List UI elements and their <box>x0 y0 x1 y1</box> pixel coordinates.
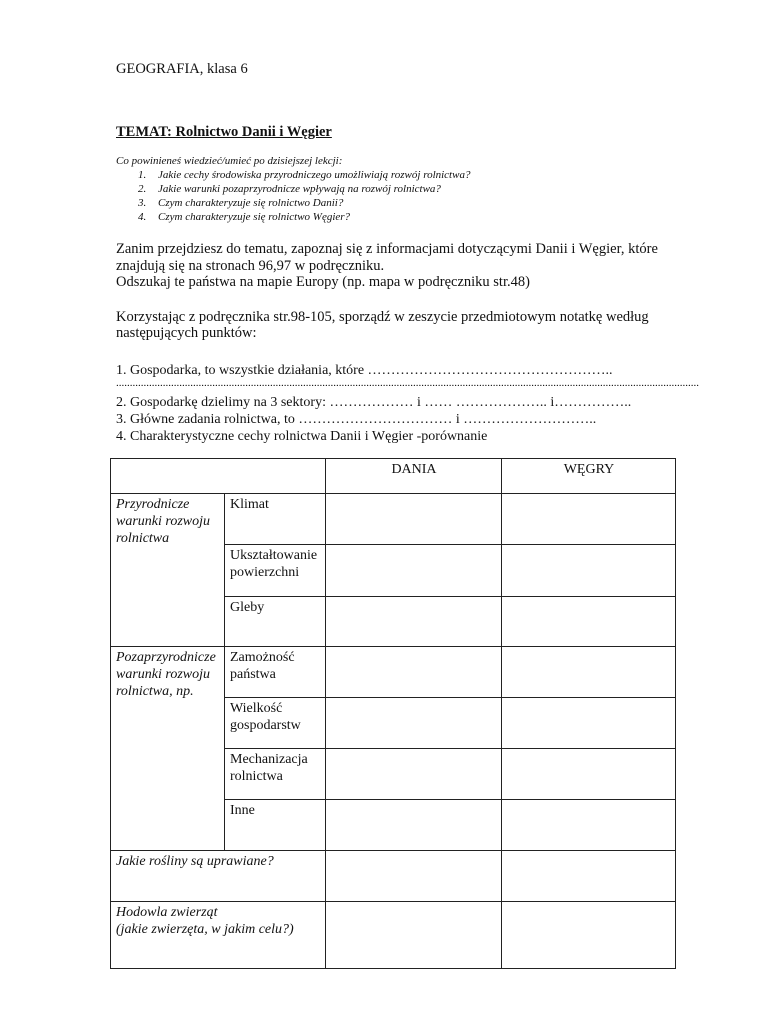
objective-item: 1. Jakie cechy środowiska przyrodniczego umożliwiają rozwój rolnictwa? <box>138 169 471 181</box>
row-label-wielkosc: Wielkość gospodarstw <box>225 698 326 749</box>
row-label-uksztaltowanie: Ukształtowanie powierzchni <box>225 545 326 597</box>
row-group-natural-conditions: Przyrodnicze warunki rozwoju rolnictwa <box>111 494 225 647</box>
intro-paragraph-line: znajdują się na stronach 96,97 w podręczniku. <box>116 258 385 274</box>
objectives-intro: Co powinieneś wiedzieć/umieć po dzisiejszej lekcji: <box>116 155 343 167</box>
answer-cell-wegry[interactable] <box>502 545 676 597</box>
answer-cell-dania[interactable] <box>326 545 502 597</box>
row-label-inne: Inne <box>225 800 326 851</box>
intro-paragraph-line: Zanim przejdziesz do tematu, zapoznaj się z informacjami dotyczącymi Danii i Węgier, które <box>116 241 658 257</box>
objective-item: 4. Czym charakteryzuje się rolnictwo Węgier? <box>138 211 351 223</box>
column-header-dania: DANIA <box>326 459 502 494</box>
answer-cell-dania[interactable] <box>326 494 502 545</box>
intro-paragraph-line: Odszukaj te państwa na mapie Europy (np. mapa w podręczniku str.48) <box>116 274 530 290</box>
row-group-non-natural-conditions: Pozaprzyrodnicze warunki rozwoju rolnictwa, np. <box>111 647 225 851</box>
task-paragraph-line: Korzystając z podręcznika str.98-105, sporządź w zeszycie przedmiotowym notatkę według <box>116 309 649 325</box>
point-1: 1. Gospodarka, to wszystkie działania, które …………………………………………….. <box>116 363 613 378</box>
column-header-wegry: WĘGRY <box>502 459 676 494</box>
answer-cell-dania[interactable] <box>326 698 502 749</box>
answer-cell-wegry[interactable] <box>502 494 676 545</box>
livestock-label: Hodowla zwierząt <box>116 905 218 920</box>
answer-cell-dania[interactable] <box>326 902 502 969</box>
point-4: 4. Charakterystyczne cechy rolnictwa Danii i Węgier -porównanie <box>116 429 488 444</box>
objective-item: 2. Jakie warunki pozaprzyrodnicze wpływają na rozwój rolnictwa? <box>138 183 441 195</box>
answer-cell-wegry[interactable] <box>502 597 676 647</box>
answer-cell-dania[interactable] <box>326 749 502 800</box>
livestock-sublabel: (jakie zwierzęta, w jakim celu?) <box>116 922 294 937</box>
answer-cell-dania[interactable] <box>326 800 502 851</box>
answer-cell-wegry[interactable] <box>502 749 676 800</box>
answer-cell-dania[interactable] <box>326 597 502 647</box>
dotted-answer-line: .................................................................................................................................................................................................................... <box>116 377 699 389</box>
row-label-zamoznosc: Zamożność państwa <box>225 647 326 698</box>
subject-header: GEOGRAFIA, klasa 6 <box>116 61 248 77</box>
answer-cell-wegry[interactable] <box>502 902 676 969</box>
objective-item: 3. Czym charakteryzuje się rolnictwo Danii? <box>138 197 344 209</box>
row-label-gleby: Gleby <box>225 597 326 647</box>
point-3: 3. Główne zadania rolnictwa, to …………………………… i ……………………….. <box>116 412 597 427</box>
answer-cell-wegry[interactable] <box>502 851 676 902</box>
table-corner-cell <box>111 459 326 494</box>
task-paragraph-line: następujących punktów: <box>116 325 257 341</box>
row-label-klimat: Klimat <box>225 494 326 545</box>
answer-cell-wegry[interactable] <box>502 800 676 851</box>
answer-cell-wegry[interactable] <box>502 698 676 749</box>
lesson-title: TEMAT: Rolnictwo Danii i Węgier <box>116 124 332 140</box>
row-label-mechanizacja: Mechanizacja rolnictwa <box>225 749 326 800</box>
comparison-table <box>110 458 676 969</box>
answer-cell-wegry[interactable] <box>502 647 676 698</box>
point-2: 2. Gospodarkę dzielimy na 3 sektory: ……………… i …… ……………….. i…………….. <box>116 395 632 410</box>
answer-cell-dania[interactable] <box>326 647 502 698</box>
row-label-livestock <box>111 902 326 969</box>
answer-cell-dania[interactable] <box>326 851 502 902</box>
notes-points-list <box>116 362 699 445</box>
objectives-list <box>138 168 470 224</box>
row-label-crops: Jakie rośliny są uprawiane? <box>111 851 326 902</box>
